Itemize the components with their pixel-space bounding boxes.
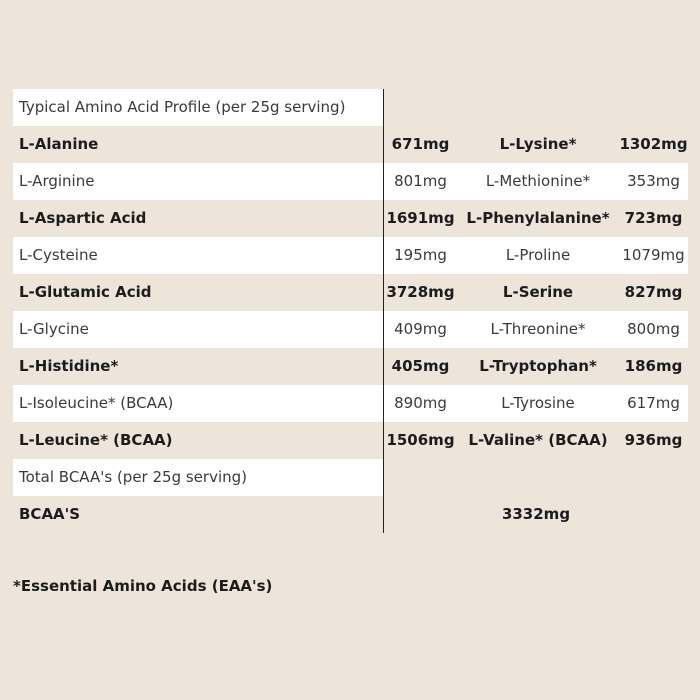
amino-name-right: L-Tyrosine [457,385,619,422]
amino-value-left: 801mg [384,163,457,200]
amino-acid-table [13,89,688,533]
total-row [13,496,688,533]
amino-name-left: L-Isoleucine* (BCAA) [13,385,383,422]
amino-name-right: L-Valine* (BCAA) [468,431,608,449]
amino-name-left: L-Cysteine [13,237,383,274]
amino-name-left: L-Leucine* (BCAA) [19,431,173,449]
footnote: *Essential Amino Acids (EAA's) [13,577,273,595]
amino-name-right: L-Lysine* [499,135,577,153]
amino-name-left: L-Glutamic Acid [19,283,152,301]
table-row [13,348,688,385]
amino-value-left: 3728mg [386,283,455,301]
amino-value-left: 1691mg [386,209,455,227]
table-row [13,163,688,200]
amino-name-right: L-Serine [502,283,574,301]
amino-value-right: 936mg [624,431,683,449]
amino-name-left: L-Histidine* [19,357,119,375]
amino-name-right: L-Tryptophan* [479,357,597,375]
amino-value-right: 186mg [624,357,683,375]
amino-value-left: 1506mg [386,431,455,449]
amino-value-left: 409mg [384,311,457,348]
amino-value-right: 617mg [619,385,688,422]
total-header-title: Total BCAA's (per 25g serving) [13,459,383,496]
column-divider [383,89,384,533]
amino-name-right: L-Threonine* [457,311,619,348]
amino-name-left: L-Glycine [13,311,383,348]
amino-value-left: 671mg [391,135,450,153]
table-row [13,237,688,274]
table-row [13,200,688,237]
amino-value-left: 195mg [384,237,457,274]
amino-value-right: 353mg [619,163,688,200]
table-row [13,385,688,422]
table-row [13,422,688,459]
table-row [13,311,688,348]
amino-name-right: L-Methionine* [457,163,619,200]
amino-name-left: L-Aspartic Acid [19,209,147,227]
amino-name-left: L-Arginine [13,163,383,200]
amino-value-right: 827mg [624,283,683,301]
amino-value-right: 1302mg [619,135,688,153]
amino-name-left: L-Alanine [19,135,99,153]
total-value: 3332mg [501,505,571,523]
total-label: BCAA'S [19,505,81,523]
table-header-row [13,89,688,126]
amino-name-right: L-Proline [457,237,619,274]
table-row [13,126,688,163]
table-row [13,274,688,311]
total-header-row [13,459,688,496]
table-header-title: Typical Amino Acid Profile (per 25g serving) [13,89,383,126]
amino-value-left: 890mg [384,385,457,422]
amino-value-right: 800mg [619,311,688,348]
amino-value-left: 405mg [391,357,450,375]
amino-name-right: L-Phenylalanine* [466,209,610,227]
amino-value-right: 723mg [624,209,683,227]
amino-value-right: 1079mg [619,237,688,274]
